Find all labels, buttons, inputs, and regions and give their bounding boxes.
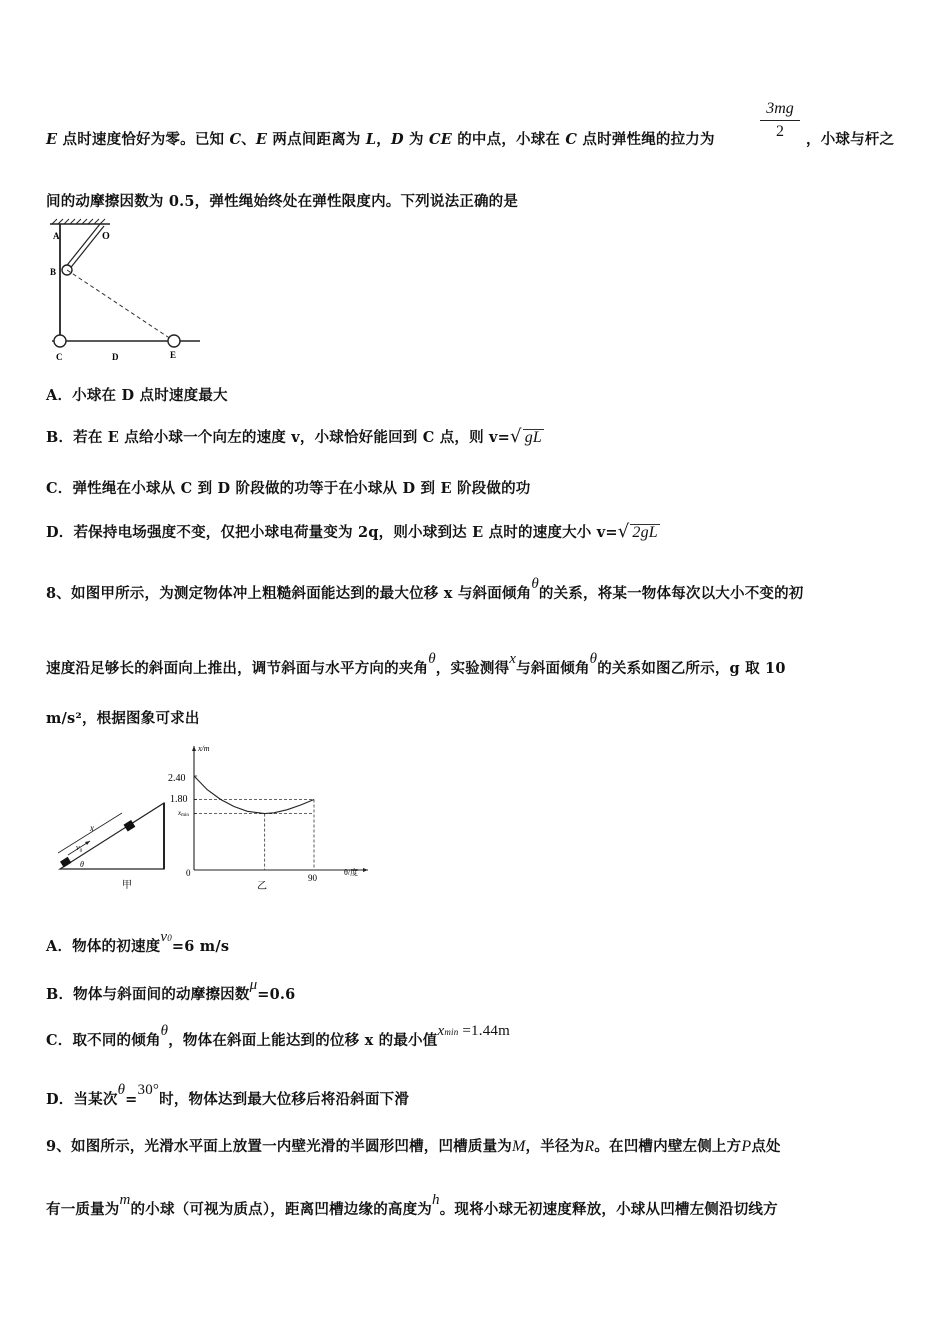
label-e: E bbox=[170, 350, 177, 360]
figure-jia-incline bbox=[52, 795, 182, 895]
label-c: C bbox=[56, 352, 63, 362]
q9-line-1: 9、如图所示，光滑水平面上放置一内壁光滑的半圆形凹槽，凹槽质量为M，半径为R。在凹槽内壁左侧上方P点处 bbox=[46, 1138, 781, 1155]
block-bottom bbox=[60, 857, 71, 868]
q8-option-a: A．物体的初速度v0=6 m/s bbox=[46, 929, 230, 955]
q7-option-a: A．小球在 D 点时速度最大 bbox=[46, 387, 228, 404]
x-axis-label: θ/度 bbox=[344, 868, 359, 877]
q7-option-d: D．若保持电场强度不变，仅把小球电荷量变为 2q，则小球到达 E 点时的速度大小 v=√ 2gL bbox=[46, 521, 658, 542]
figure-yi-chart bbox=[168, 738, 383, 893]
q8-line-3: m/s²，根据图象可求出 bbox=[46, 710, 200, 727]
label-a: A bbox=[53, 231, 60, 241]
q7-line-2: 间的动摩擦因数为 0.5，弹性绳始终处在弹性限度内。下列说法正确的是 bbox=[46, 193, 519, 210]
label-b: B bbox=[50, 267, 57, 277]
y-tick-xmin: xmin bbox=[178, 809, 189, 818]
y-tick-240: 2.40 bbox=[168, 773, 186, 784]
q7-line-1: E 点时速度恰好为零。已知 C、E 两点间距离为 L，D 为 CE 的中点，小球在 C 点时弹性绳的拉力为 bbox=[46, 131, 715, 148]
q8-option-d: D．当某次θ=30°时，物体达到最大位移后将沿斜面下滑 bbox=[46, 1082, 410, 1108]
ball-e bbox=[168, 335, 180, 347]
q8-line-2: 速度沿足够长的斜面向上推出，调节斜面与水平方向的夹角θ，实验测得x与斜面倾角θ的关系如图乙所示，g 取 10 bbox=[46, 651, 786, 677]
v0-label: $v_0$ bbox=[76, 843, 83, 854]
q7-option-c: C．弹性绳在小球从 C 到 D 阶段做的功等于在小球从 D 到 E 阶段做的功 bbox=[46, 480, 531, 497]
q7-option-b: B．若在 E 点给小球一个向左的速度 v，小球恰好能回到 C 点，则 v=√ gL bbox=[46, 426, 543, 447]
theta-label: θ bbox=[80, 860, 84, 869]
q8-option-b: B．物体与斜面间的动摩擦因数μ=0.6 bbox=[46, 977, 296, 1003]
x-tick-90: 90 bbox=[308, 873, 317, 883]
q8-line-1: 8、如图甲所示，为测定物体冲上粗糙斜面能达到的最大位移 x 与斜面倾角θ的关系，将某一物体每次以大小不变的初 bbox=[46, 576, 804, 602]
y-tick-180: 1.80 bbox=[170, 794, 188, 805]
q9-line-2: 有一质量为m的小球（可视为质点），距离凹槽边缘的高度为h。现将小球无初速度释放，小球从凹槽左侧沿切线方 bbox=[46, 1192, 778, 1218]
q7-line-1-tail: ，小球与杆之 bbox=[806, 131, 895, 148]
y-axis-label: x/m bbox=[198, 744, 210, 753]
q8-option-c: C．取不同的倾角θ，物体在斜面上能达到的位移 x 的最小值xmin =1.44m bbox=[46, 1023, 510, 1049]
label-o: O bbox=[102, 231, 110, 242]
label-d: D bbox=[112, 352, 119, 362]
jia-caption: 甲 bbox=[122, 880, 132, 891]
ball-c bbox=[54, 335, 66, 347]
x-label: x bbox=[90, 823, 94, 833]
yi-caption: 乙 bbox=[257, 881, 267, 892]
elastic-rope bbox=[67, 270, 174, 341]
tension-fraction: $\frac{3mg}{2}$ bbox=[760, 100, 800, 141]
x-origin-label: 0 bbox=[186, 868, 191, 878]
q7-figure bbox=[40, 218, 210, 368]
x-theta-curve bbox=[194, 776, 314, 814]
